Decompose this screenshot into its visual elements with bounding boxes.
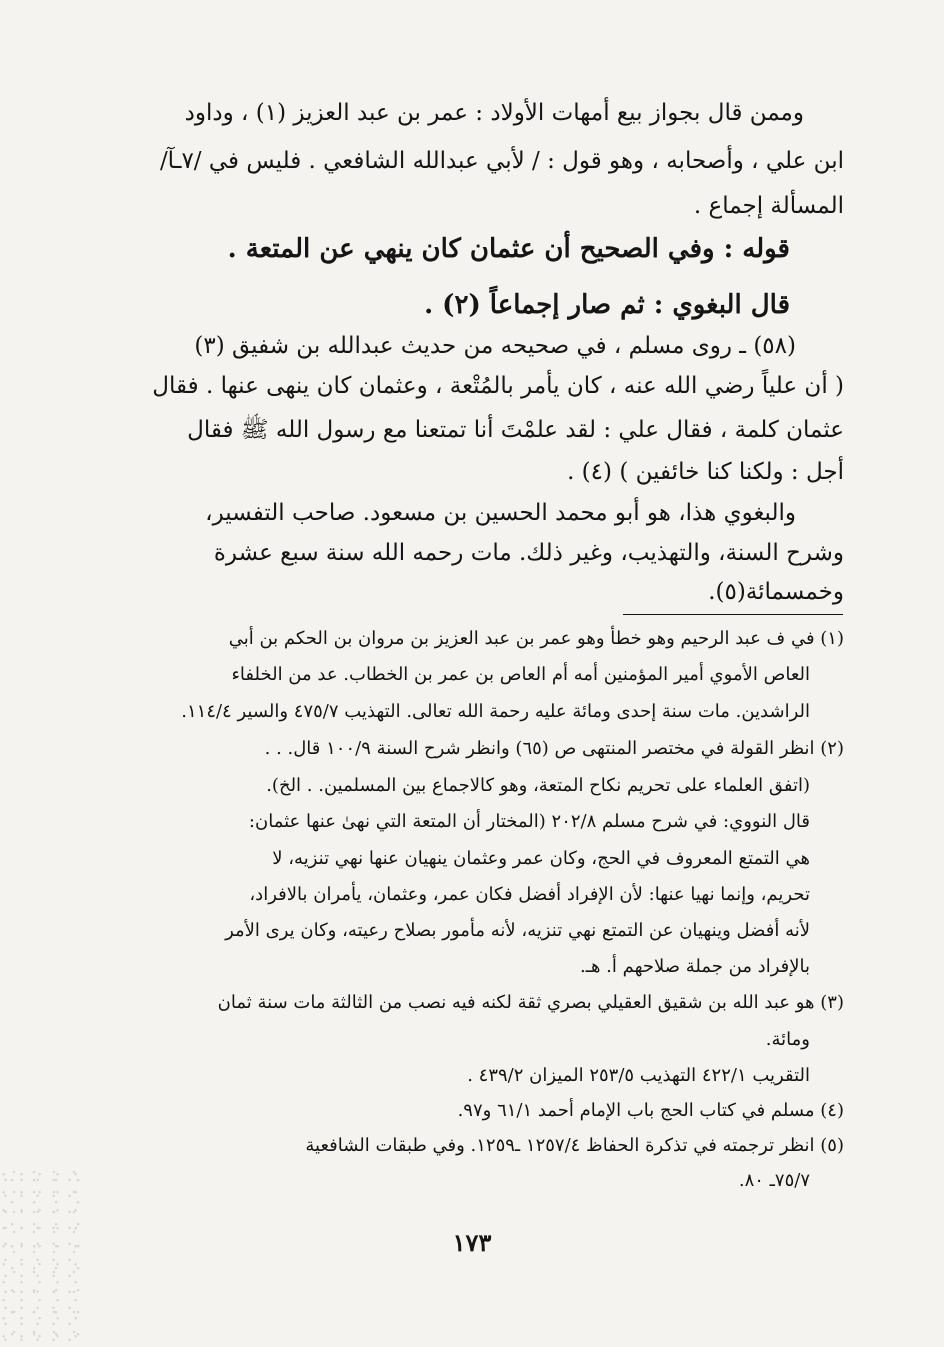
scan-noise: [0, 1167, 80, 1347]
page-number: ١٧٣: [452, 1228, 492, 1257]
footnote-line-3: الراشدين. مات سنة إحدى ومائة عليه رحمة الله تعالى. التهذيب ٤٧٥/٧ والسير ١١٤/٤.: [181, 701, 810, 722]
biography-line-2: وشرح السنة، والتهذيب، وغير ذلك. مات رحمه الله سنة سبع عشرة: [213, 540, 844, 566]
footnote-line-13: التقريب ٤٢٢/١ التهذيب ٢٥٣/٥ الميزان ٤٣٩/٢ .: [467, 1065, 810, 1086]
footnote-line-2: العاص الأموي أمير المؤمنين أمه أم العاص بن عمر بن الخطاب. عد من الخلفاء: [231, 664, 810, 685]
footnote-line-10: بالإفراد من جملة صلاحهم أ. هـ.: [579, 956, 810, 977]
footnote-line-4: (٢) انظر القولة في مختصر المنتهى ص (٦٥) وانظر شرح السنة ١٠٠/٩ قال. . .: [264, 738, 844, 759]
hadith-line-4: أجل : ولكنا كنا خائفين ) (٤) .: [567, 459, 844, 485]
footnote-line-8: تحريم، وإنما نهيا عنها: لأن الإفراد أفضل فكان عمر، وعثمان، يأمران بالافراد،: [249, 884, 810, 905]
footnote-line-5: (اتفق العلماء على تحريم نكاح المتعة، وهو كالاجماع بين المسلمين. . الخ).: [266, 775, 810, 796]
biography-line-3: وخمسمائة(٥).: [708, 579, 844, 605]
hadith-line-1: (٥٨) ـ روى مسلم ، في صحيحه من حديث عبدالله بن شفيق (٣): [194, 333, 796, 359]
footnote-line-15: (٥) انظر ترجمته في تذكرة الحفاظ ١٢٥٧/٤ ـ١٢٥٩. وفي طبقات الشافعية: [305, 1135, 844, 1156]
main-text-line-2: ابن علي ، وأصحابه ، وهو قول : / لأبي عبدالله الشافعي . فليس في /٧ـآ/: [159, 148, 844, 174]
heading-quote-1: قوله : وفي الصحيح أن عثمان كان ينهي عن المتعة .: [227, 234, 790, 264]
hadith-line-3: عثمان كلمة ، فقال علي : لقد علمْتَ أنا تمتعنا مع رسول الله ﷺ فقال: [187, 417, 844, 443]
footnote-line-7: هي التمتع المعروف في الحج، وكان عمر وعثمان ينهيان عنها نهي تنزيه، لا: [272, 848, 810, 869]
main-text-line-1: وممن قال بجواز بيع أمهات الأولاد : عمر بن عبد العزيز (١) ، وداود: [184, 100, 804, 126]
footnote-line-12: ومائة.: [765, 1029, 810, 1050]
biography-line-1: والبغوي هذا، هو أبو محمد الحسين بن مسعود. صاحب التفسير،: [205, 500, 796, 526]
footnote-line-14: (٤) مسلم في كتاب الحج باب الإمام أحمد ٦١/١ و٩٧.: [457, 1100, 844, 1121]
hadith-line-2: ( أن علياً رضي الله عنه ، كان يأمر بالمُتْعة ، وعثمان كان ينهى عنها . فقال: [152, 373, 844, 399]
footnote-line-11: (٣) هو عبد الله بن شقيق العقيلي بصري ثقة لكنه فيه نصب من الثالثة مات سنة ثمان: [217, 992, 844, 1013]
footnote-line-1: (١) في ف عبد الرحيم وهو خطأ وهو عمر بن عبد العزيز بن مروان بن الحكم بن أبي: [228, 628, 844, 649]
heading-quote-2: قال البغوي : ثم صار إجماعاً (٢) .: [424, 290, 790, 320]
footnote-line-9: لأنه أفضل وينهيان عن التمتع نهي تنزيه، لأنه مأمور بصلاح رعيته، وكان يرى الأمر: [225, 920, 810, 941]
footnote-separator: [623, 614, 843, 615]
footnote-line-16: ٧٥/٧ـ ٨٠.: [738, 1170, 810, 1191]
main-text-line-3: المسألة إجماع .: [693, 193, 844, 219]
footnote-line-6: قال النووي: في شرح مسلم ٢٠٢/٨ (المختار أن المتعة التي نهىٰ عنها عثمان:: [248, 811, 810, 832]
